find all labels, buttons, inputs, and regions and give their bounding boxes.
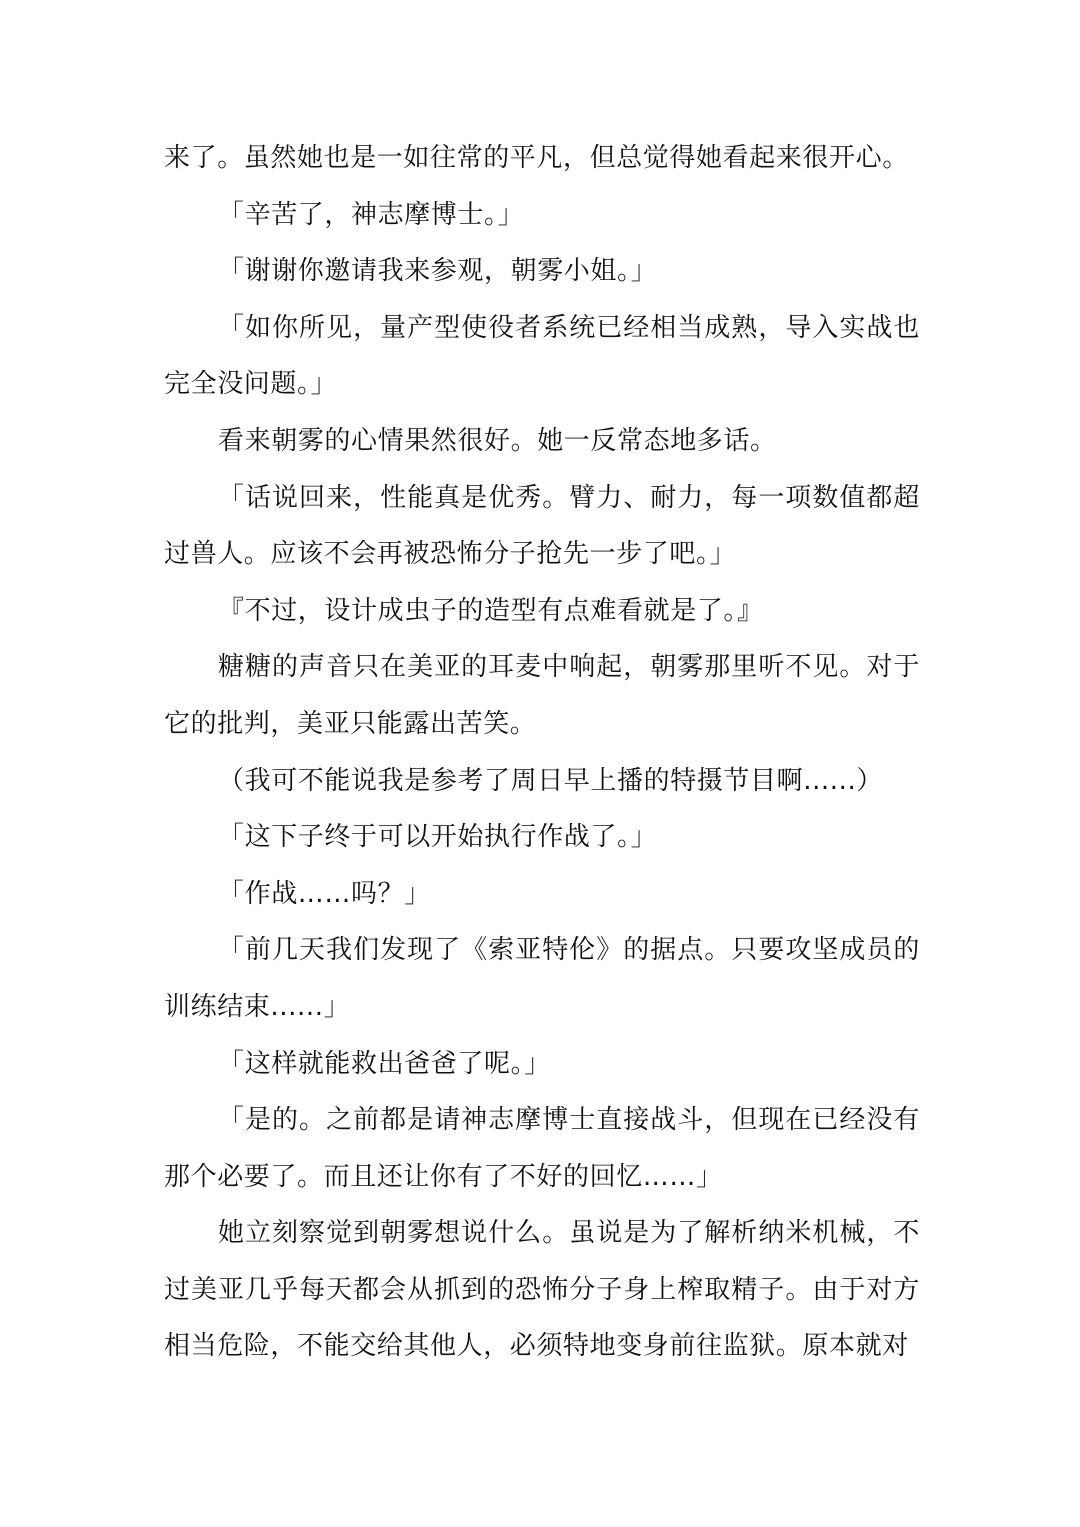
paragraph-3: 「谢谢你邀请我来参观，朝雾小姐。」 [218,256,658,287]
paragraph-13: 「这样就能救出爸爸了呢。」 [218,1048,551,1079]
paragraph-14: 「是的。之前都是请神志摩博士直接战斗，但现在已经没有那个必要了。而且还让你有了不好的回忆……」 [164,1105,920,1192]
paragraph-4: 「如你所见，量产型使役者系统已经相当成熟，导入实战也完全没问题。」 [164,312,920,400]
body-text [164,130,920,1375]
paragraph-11: 「作战……吗？」 [218,878,431,909]
paragraph-8: 糖糖的声音只在美亚的耳麦中响起，朝雾那里听不见。对于它的批判，美亚只能露出苦笑。 [164,652,920,739]
paragraph-7: 『不过，设计成虫子的造型有点难看就是了。』 [218,595,764,626]
paragraph-9: （我可不能说我是参考了周日早上播的特摄节目啊......） [218,765,883,796]
paragraph-1: 来了。虽然她也是一如往常的平凡，但总觉得她看起来很开心。 [164,143,909,173]
paragraph-5: 看来朝雾的心情果然很好。她一反常态地多话。 [218,425,777,456]
paragraph-15: 她立刻察觉到朝雾想说什么。虽说是为了解析纳米机械，不过美亚几乎每天都会从抓到的恐怖分子身上榨取精子。由于对方相当危险，不能交给其他人，必须特地变身前往监狱。原本就对 [164,1218,920,1362]
paragraph-6: 「话说回来，性能真是优秀。臂力、耐力，每一项数值都超过兽人。应该不会再被恐怖分子抢先一步了吧。」 [164,482,920,570]
paragraph-10: 「这下子终于可以开始执行作战了。」 [218,822,658,853]
paragraph-2: 「辛苦了，神志摩博士。」 [218,199,525,230]
paragraph-12: 「前几天我们发现了《索亚特伦》的据点。只要攻坚成员的训练结束......」 [164,935,920,1022]
